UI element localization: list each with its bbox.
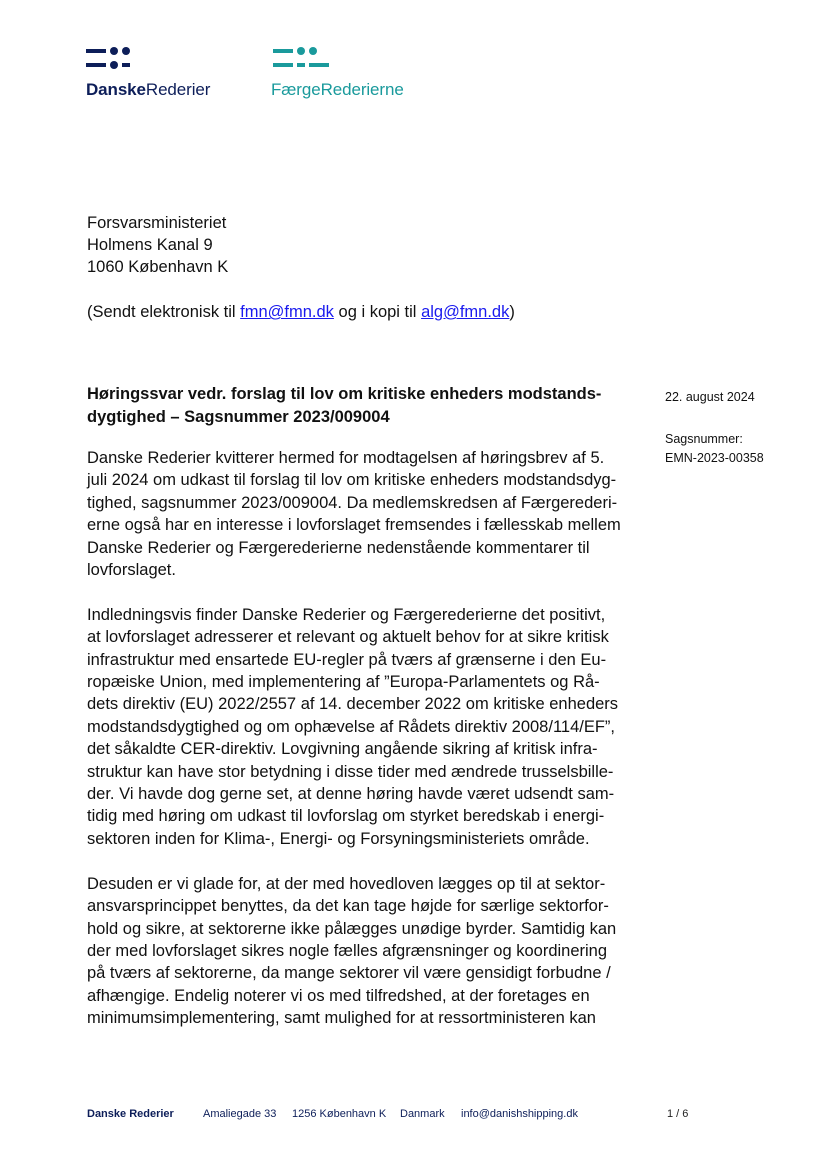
footer-street: Amaliegade 33	[203, 1108, 277, 1120]
case-number-label: Sagsnummer:	[665, 432, 743, 446]
recipient-name: Forsvarsministeriet	[87, 214, 227, 232]
letter-heading: Høringssvar vedr. forslag til lov om kritiske enheders modstands- dygtighed – Sagsnummer 2023/009004	[87, 385, 602, 426]
danske-rederier-wordmark: DanskeRederier	[86, 80, 211, 99]
footer-email[interactable]: info@danishshipping.dk	[461, 1108, 578, 1120]
footer-country: Danmark	[400, 1108, 445, 1120]
page-number: 1 / 6	[667, 1108, 689, 1120]
paragraph-1: Danske Rederier kvitterer hermed for modtagelsen af høringsbrev af 5. juli 2024 om udkast til forslag til lov om kritiske enheders modstandsdyg- tighed, sagsnummer 2023/009004. Da medlemskredsen af Færgerederi- erne også har en interesse i lovforslaget fremsendes i fællesskab mellem Danske Rederier og Færgerederierne nedenstående kommentarer til lovforslaget.	[87, 449, 621, 580]
recipient-address	[87, 212, 228, 278]
email-link-alg[interactable]: alg@fmn.dk	[421, 303, 510, 321]
email-link-fmn[interactable]: fmn@fmn.dk	[240, 303, 334, 321]
recipient-city: 1060 København K	[87, 258, 229, 276]
case-number: EMN-2023-00358	[665, 451, 764, 465]
recipient-street: Holmens Kanal 9	[87, 236, 213, 254]
paragraph-2: Indledningsvis finder Danske Rederier og Færgerederierne det positivt, at lovforslaget adresserer et relevant og aktuelt behov for at sikre kritisk infrastruktur med ensartede EU-regler på tværs af grænserne i den Eu- ropæiske Union, med implementering af ”Europa-Parlamentets og Rå- dets direktiv (EU) 2022/2557 af 14. december 2022 om kritiske enheders modstandsdygtighed og om ophævelse af Rådets direktiv 2008/114/EF”, det såkaldte CER-direktiv. Lovgivning angående sikring af kritisk infra- struktur kan have stor betydning i disse tider med ændrede trusselsbille- der. Vi havde dog gerne set, at denne høring havde været udsendt sam- tidig med høring om udkast til lovforslag om styrket beredskab i energi- sektoren inden for Klima-, Energi- og Forsyningsministeriets område.	[87, 605, 619, 848]
footer-org: Danske Rederier	[87, 1108, 174, 1120]
paragraph-3: Desuden er vi glade for, at der med hovedloven lægges op til at sektor- ansvarsprincippet benyttes, da det kan tage højde for særlige sektorfor- hold og sikre, at sektorerne ikke pålægges unødige byrder. Samtidig kan der med lovforslaget sikres nogle fælles afgrænsninger og koordinering på tværs af sektorerne, da mange sektorer vil være gensidigt forbudne / afhængige. Endelig noterer vi os med tilfredshed, at der foretages en minimumsimplementering, samt mulighed for at ressortministeren kan	[87, 874, 617, 1028]
sent-note: (Sendt elektronisk til fmn@fmn.dk og i kopi til alg@fmn.dk)	[87, 303, 515, 321]
letter-date: 22. august 2024	[665, 390, 755, 404]
faergerederierne-wordmark: FærgeRederierne	[271, 80, 404, 99]
footer-city: 1256 København K	[292, 1108, 387, 1120]
letter-body	[87, 447, 632, 1052]
